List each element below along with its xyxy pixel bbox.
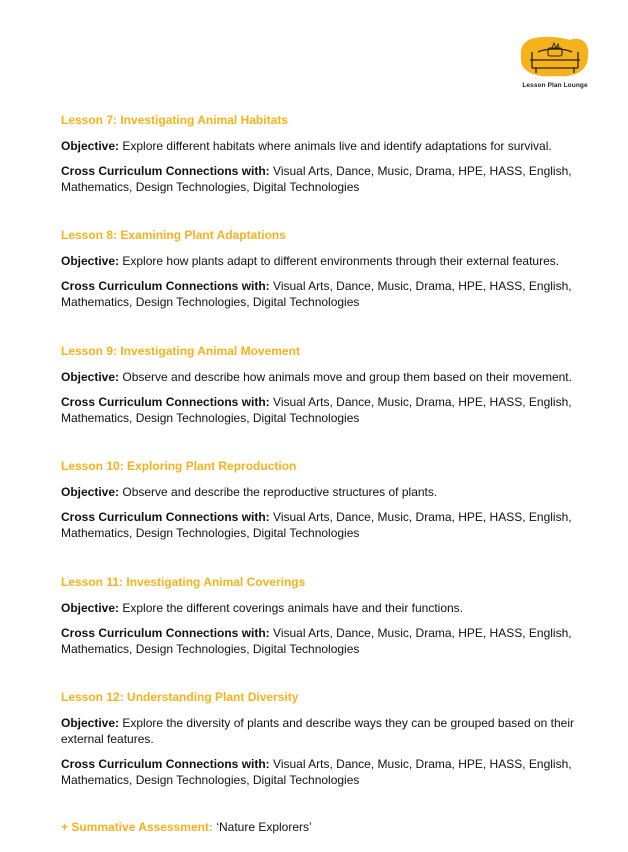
- connections-label: Cross Curriculum Connections with:: [61, 279, 270, 293]
- lesson-title: Lesson 10: Exploring Plant Reproduction: [61, 459, 297, 473]
- summative-assessment: [61, 820, 312, 835]
- lesson-title: Lesson 7: Investigating Animal Habitats: [61, 113, 288, 127]
- connections-text: Visual Arts, Dance, Music, Drama, HPE, HASS, English, Mathematics, Design Technologies, Digital Technologies: [61, 757, 572, 787]
- lesson-objective: [61, 369, 581, 385]
- brand-logo: [518, 36, 592, 94]
- objective-text: Explore how plants adapt to different environments through their external features.: [122, 254, 560, 268]
- lesson-block: [61, 113, 581, 204]
- lesson-objective: [61, 600, 581, 616]
- lesson-connections: [61, 163, 581, 195]
- lesson-title: Lesson 9: Investigating Animal Movement: [61, 344, 300, 358]
- lesson-connections: [61, 756, 581, 788]
- summative-value: ‘Nature Explorers’: [216, 820, 312, 834]
- objective-text: Observe and describe how animals move and group them based on their movement.: [122, 370, 572, 384]
- connections-text: Visual Arts, Dance, Music, Drama, HPE, HASS, English, Mathematics, Design Technologies, Digital Technologies: [61, 164, 572, 194]
- lesson-block: [61, 575, 581, 666]
- lesson-title: Lesson 11: Investigating Animal Coverings: [61, 575, 306, 589]
- objective-text: Explore the different coverings animals have and their functions.: [122, 601, 464, 615]
- connections-label: Cross Curriculum Connections with:: [61, 626, 270, 640]
- connections-label: Cross Curriculum Connections with:: [61, 395, 270, 409]
- summative-label: + Summative Assessment:: [61, 820, 213, 834]
- lesson-block: [61, 228, 581, 319]
- connections-label: Cross Curriculum Connections with:: [61, 510, 270, 524]
- connections-label: Cross Curriculum Connections with:: [61, 164, 270, 178]
- lesson-title: Lesson 8: Examining Plant Adaptations: [61, 228, 286, 242]
- connections-text: Visual Arts, Dance, Music, Drama, HPE, HASS, English, Mathematics, Design Technologies, Digital Technologies: [61, 395, 572, 425]
- objective-text: Explore the diversity of plants and describe ways they can be grouped based on their external features.: [61, 716, 574, 746]
- lesson-block: [61, 690, 581, 797]
- sofa-icon: [518, 36, 592, 82]
- objective-label: Objective:: [61, 254, 120, 268]
- brand-name: Lesson Plan Lounge: [522, 82, 588, 89]
- lesson-objective: [61, 715, 581, 747]
- connections-text: Visual Arts, Dance, Music, Drama, HPE, HASS, English, Mathematics, Design Technologies, Digital Technologies: [61, 279, 572, 309]
- lesson-connections: [61, 509, 581, 541]
- connections-label: Cross Curriculum Connections with:: [61, 757, 270, 771]
- connections-text: Visual Arts, Dance, Music, Drama, HPE, HASS, English, Mathematics, Design Technologies, Digital Technologies: [61, 626, 572, 656]
- lesson-title: Lesson 12: Understanding Plant Diversity: [61, 690, 299, 704]
- lesson-block: [61, 344, 581, 435]
- lesson-objective: [61, 138, 581, 154]
- lesson-connections: [61, 625, 581, 657]
- lesson-connections: [61, 394, 581, 426]
- objective-text: Observe and describe the reproductive structures of plants.: [122, 485, 438, 499]
- objective-label: Objective:: [61, 139, 120, 153]
- lesson-block: [61, 459, 581, 550]
- lesson-objective: [61, 484, 581, 500]
- objective-label: Objective:: [61, 601, 120, 615]
- lesson-connections: [61, 278, 581, 310]
- objective-label: Objective:: [61, 370, 120, 384]
- objective-label: Objective:: [61, 485, 120, 499]
- lesson-objective: [61, 253, 581, 269]
- objective-label: Objective:: [61, 716, 120, 730]
- objective-text: Explore different habitats where animals live and identify adaptations for survival.: [122, 139, 552, 153]
- connections-text: Visual Arts, Dance, Music, Drama, HPE, HASS, English, Mathematics, Design Technologies, Digital Technologies: [61, 510, 572, 540]
